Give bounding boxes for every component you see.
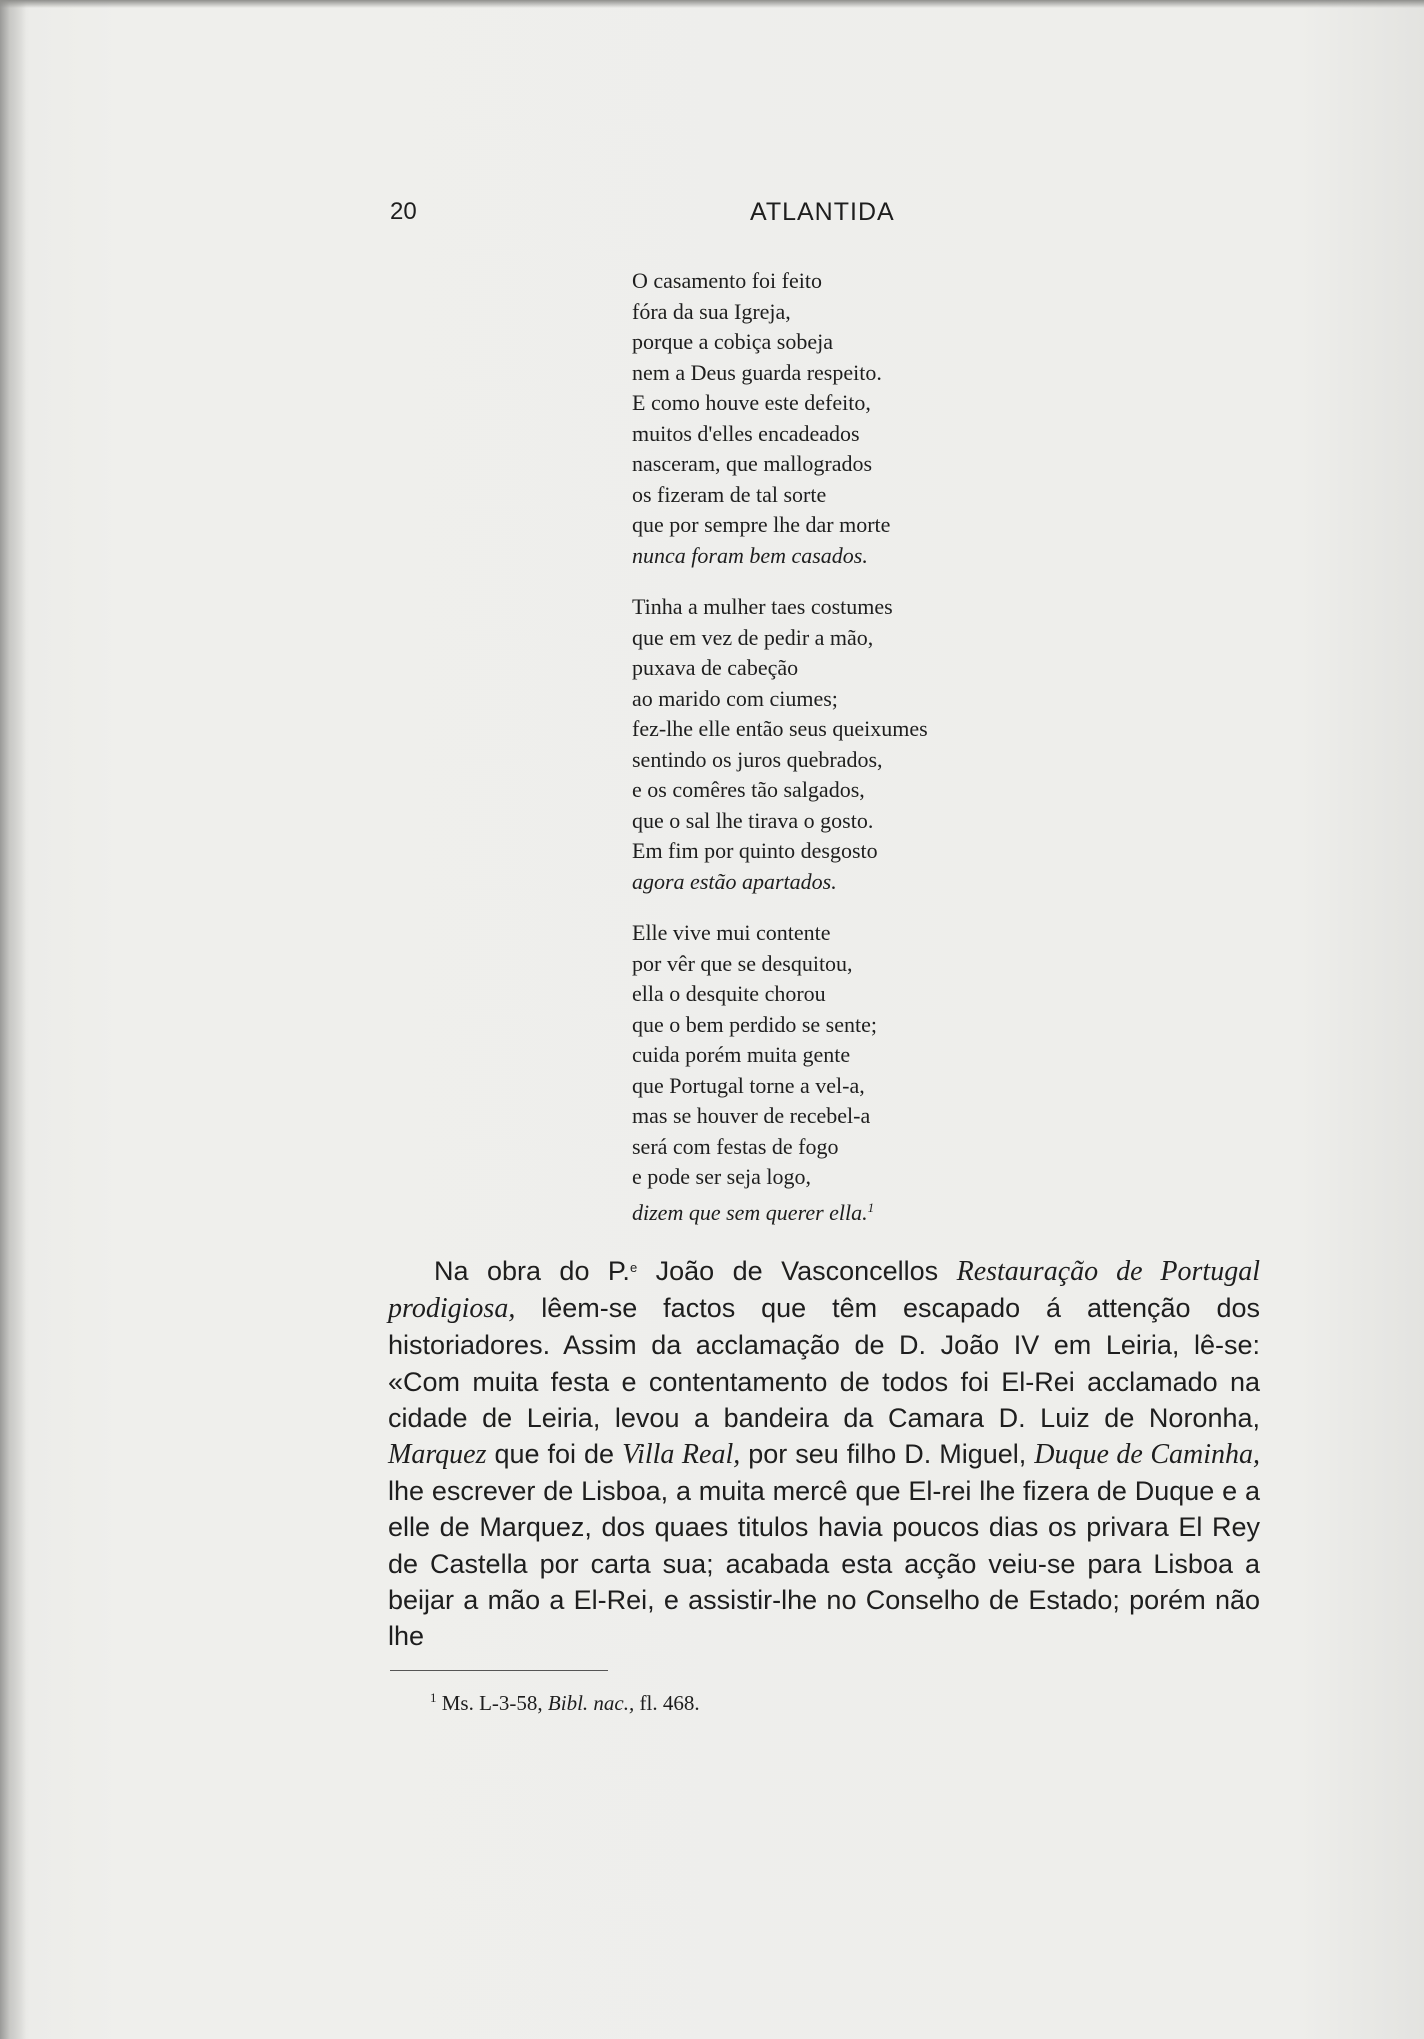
- poem-line: ella o desquite chorou: [632, 981, 826, 1006]
- book-title: Restauração de Portugal prodigiosa,: [388, 1256, 1260, 1325]
- poem-line: que o bem perdido se sente;: [632, 1011, 877, 1037]
- poem-line: fóra da sua Igreja,: [632, 298, 791, 324]
- footnote-text: fl. 468.: [634, 1691, 700, 1715]
- page-number: 20: [390, 198, 417, 225]
- prose-text: João de Vasconcellos: [637, 1256, 957, 1286]
- poem-line: que o sal lhe tirava o gosto.: [632, 807, 874, 833]
- poem-line: os fizeram de tal sorte: [632, 481, 827, 507]
- poem-stanza-3: [632, 918, 1092, 1228]
- poem-line: por vêr que se desquitou,: [632, 950, 853, 976]
- poem-refrain-line: nunca foram bem casados.: [632, 542, 868, 568]
- poem-line: ao marido com ciumes;: [632, 685, 838, 711]
- poem-stanza-2: [632, 592, 1092, 897]
- footnote-reference: 1: [867, 1199, 875, 1215]
- poem-refrain-line: [632, 1193, 1092, 1229]
- poem-line: mas se houver de recebel-a: [632, 1103, 871, 1128]
- poem-line: que em vez de pedir a mão,: [632, 624, 874, 650]
- poem-line: será com festas de fogo: [632, 1133, 839, 1159]
- poem-line: Em fim por quinto desgosto: [632, 838, 878, 863]
- poem-line: Elle vive mui contente: [632, 920, 831, 945]
- footnote-divider: [390, 1670, 608, 1671]
- poem: [632, 266, 1092, 1249]
- poem-line: cuida porém muita gente: [632, 1042, 851, 1067]
- poem-line: e os comêres tão salgados,: [632, 777, 865, 802]
- poem-refrain-text: dizem que sem querer ella.: [632, 1199, 868, 1225]
- running-title: ATLANTIDA: [750, 198, 895, 226]
- page-edge-shadow: [0, 0, 26, 2039]
- noble-title: Marquez: [388, 1439, 487, 1471]
- poem-line: puxava de cabeção: [632, 655, 799, 680]
- prose-text: que foi de: [486, 1439, 623, 1470]
- poem-line: que por sempre lhe dar morte: [632, 512, 891, 537]
- poem-line: nem a Deus guarda respeito.: [632, 359, 882, 385]
- page-header: [390, 198, 1070, 238]
- poem-stanza-1: [632, 266, 1092, 571]
- poem-line: Tinha a mulher taes costumes: [632, 594, 893, 619]
- footnote-mark: 1: [430, 1690, 437, 1705]
- poem-line: porque a cobiça sobeja: [632, 329, 833, 354]
- poem-line: e pode ser seja logo,: [632, 1164, 811, 1189]
- prose-text: Na obra do P.: [434, 1256, 630, 1286]
- poem-line: muitos d'elles encadeados: [632, 420, 860, 446]
- poem-line: E como houve este defeito,: [632, 390, 871, 415]
- poem-line: O casamento foi feito: [632, 268, 822, 293]
- body-paragraph: [388, 1250, 1260, 1654]
- poem-line: nasceram, que mallogrados: [632, 451, 873, 476]
- prose-text: por seu filho D. Miguel,: [740, 1439, 1035, 1470]
- footnote-source: Bibl. nac.,: [547, 1691, 635, 1715]
- footnote-text: Ms. L-3-58,: [436, 1691, 548, 1715]
- page-top-shadow: [0, 0, 1424, 8]
- poem-line: que Portugal torne a vel-a,: [632, 1072, 865, 1098]
- poem-refrain-line: agora estão apartados.: [632, 868, 837, 894]
- footnote: [430, 1690, 700, 1716]
- poem-line: sentindo os juros quebrados,: [632, 746, 883, 772]
- place-name: Villa Real,: [622, 1439, 741, 1471]
- prose-text: lêem-se factos que têm escapado á attenção dos historiadores. Assim da acclamação de D. João IV em Leiria, lê-se: «Com muita festa e contentamento de todos foi El-Rei acclamado na cidade de Leiria, levou a bandeira da Camara D. Luiz de Noronha,: [388, 1293, 1260, 1433]
- poem-line: fez-lhe elle então seus queixumes: [632, 716, 928, 741]
- abbreviation-superscript: e: [629, 1260, 638, 1275]
- prose-text: lhe escrever de Lisboa, a muita mercê que El-rei lhe fizera de Duque e a elle de Marquez, dos quaes titulos havia poucos dias os privara El Rey de Castella por carta sua; acabada esta acção veiu-se para Lisboa a beijar a mão a El-Rei, e assistir-lhe no Conselho de Estado; porém não lhe: [388, 1476, 1260, 1652]
- noble-title: Duque de Caminha,: [1034, 1439, 1260, 1471]
